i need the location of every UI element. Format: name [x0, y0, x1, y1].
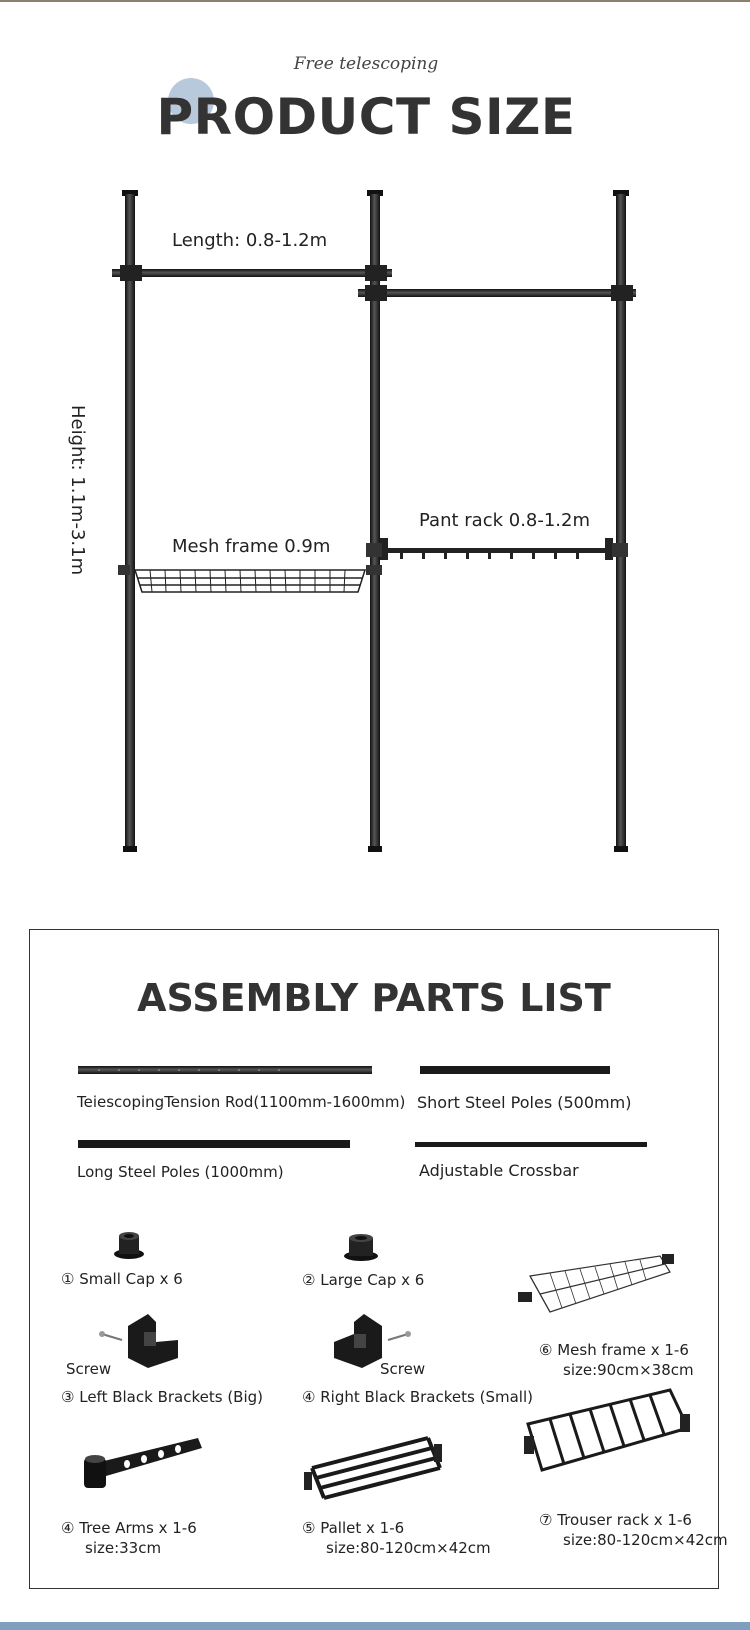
bottom-border [0, 1622, 750, 1630]
part-size: size:80-120cm×42cm [563, 1531, 728, 1549]
top-border [0, 0, 750, 2]
short-pole-image [420, 1064, 610, 1076]
part-short-poles: Short Steel Poles (500mm) [417, 1093, 632, 1112]
part-name: Left Black Brackets (Big) [79, 1388, 263, 1406]
crossbar-left [112, 265, 392, 281]
long-pole-image [78, 1138, 350, 1150]
rack-diagram [0, 180, 750, 860]
part-number: ③ [61, 1388, 75, 1406]
tagline: Free telescoping [293, 54, 439, 74]
part-name: Tree Arms x 1-6 [79, 1519, 197, 1537]
crossbar-right [358, 285, 636, 301]
part-size: size:90cm×38cm [563, 1361, 694, 1379]
trouser-rack-image [520, 1384, 696, 1480]
part-size: size:33cm [85, 1539, 162, 1557]
part-tension-rod: TeiescopingTension Rod(1100mm-1600mm) [77, 1093, 406, 1111]
page-title: PRODUCT SIZE [156, 88, 576, 146]
part-number: ① [61, 1270, 75, 1288]
screw-label-left: Screw [66, 1360, 112, 1378]
part-mesh-frame [539, 1340, 694, 1380]
part-number: ② [302, 1271, 316, 1289]
tension-rod-image [78, 1064, 372, 1076]
part-name: Small Cap x 6 [79, 1270, 183, 1288]
part-right-brackets [302, 1388, 533, 1406]
length-label: Length: 0.8-1.2m [172, 230, 328, 251]
part-name: Right Black Brackets (Small) [320, 1388, 533, 1406]
part-trouser-rack [539, 1510, 728, 1550]
height-label: Height: 1.1m-3.1m [67, 405, 88, 576]
part-crossbar: Adjustable Crossbar [419, 1161, 579, 1180]
parts-list-title: ASSEMBLY PARTS LIST [137, 976, 611, 1020]
mesh-frame-label: Mesh frame 0.9m [172, 536, 331, 557]
part-long-poles: Long Steel Poles (1000mm) [77, 1163, 284, 1181]
part-small-cap [61, 1270, 183, 1288]
pallet-image [302, 1428, 444, 1504]
part-number: ⑤ [302, 1519, 316, 1537]
mesh-basket [118, 565, 382, 592]
part-large-cap [302, 1271, 424, 1289]
part-number: ⑦ [539, 1511, 553, 1529]
part-name: Trouser rack x 1-6 [557, 1511, 692, 1529]
crossbar-image [415, 1140, 647, 1150]
screw-label-right: Screw [380, 1360, 426, 1378]
mesh-frame-image [510, 1248, 680, 1328]
part-number: ④ [61, 1519, 75, 1537]
part-number: ⑥ [539, 1341, 553, 1359]
part-tree-arms [61, 1518, 197, 1558]
pant-rack [366, 538, 628, 560]
part-left-brackets [61, 1388, 263, 1406]
pole-left [122, 190, 138, 852]
large-cap-icon [342, 1232, 380, 1262]
part-size: size:80-120cm×42cm [326, 1539, 491, 1557]
part-name: Mesh frame x 1-6 [557, 1341, 689, 1359]
part-pallet [302, 1518, 491, 1558]
part-name: Pallet x 1-6 [320, 1519, 405, 1537]
part-name: Large Cap x 6 [320, 1271, 425, 1289]
pant-rack-label: Pant rack 0.8-1.2m [419, 510, 591, 531]
tree-arm-icon [82, 1432, 206, 1492]
small-cap-icon [112, 1230, 146, 1260]
part-number: ④ [302, 1388, 316, 1406]
